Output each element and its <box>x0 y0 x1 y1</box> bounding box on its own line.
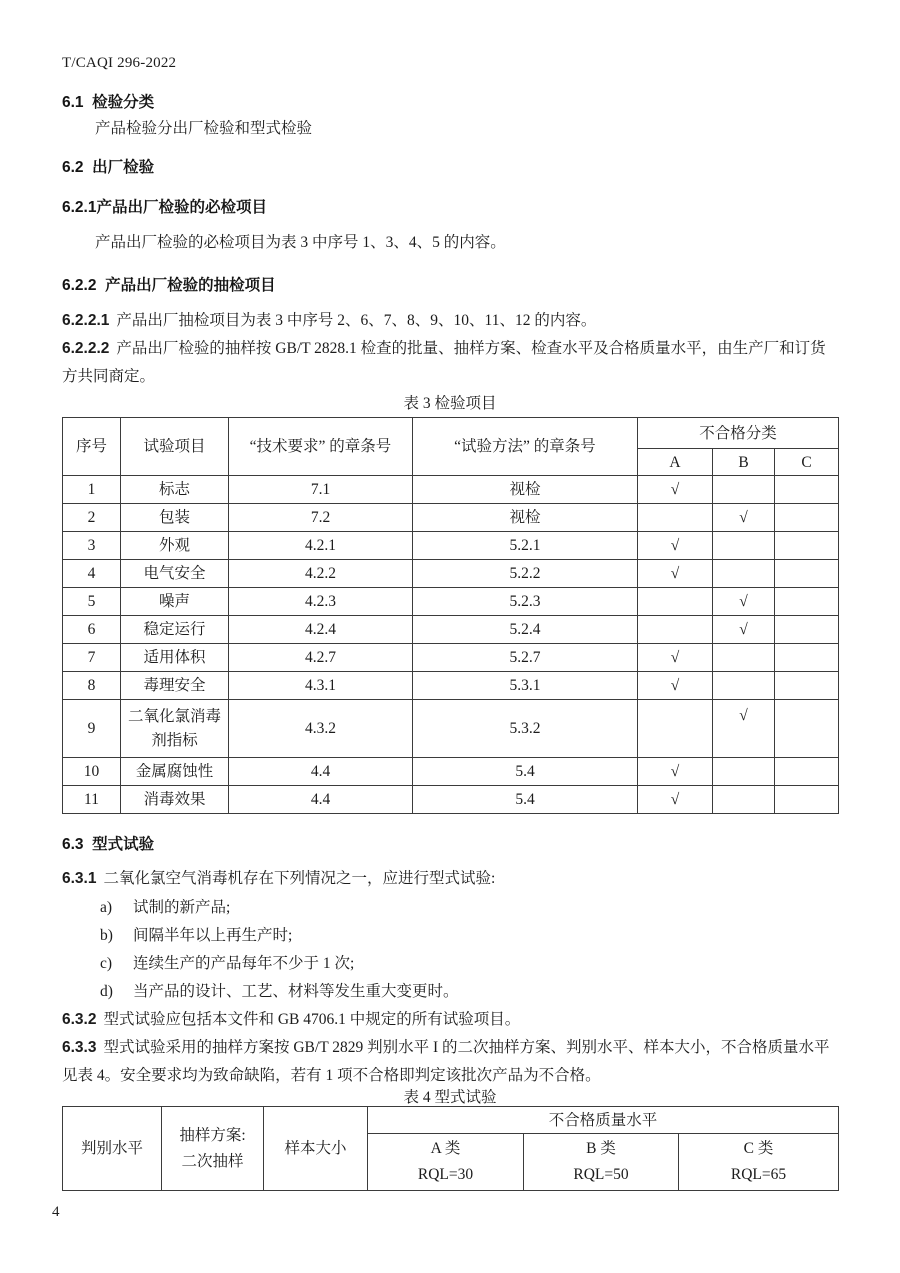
table-row <box>63 476 839 504</box>
list-item <box>62 894 838 922</box>
cell-tech: 4.4 <box>229 758 413 786</box>
para-6-3-2 <box>62 1006 838 1034</box>
para-6-3-3 <box>62 1034 838 1090</box>
header-cell-defect-class: 不合格分类 <box>638 418 839 449</box>
heading-6-1: 6.1 检验分类 <box>62 94 155 111</box>
list-text: 间隔半年以上再生产时; <box>133 927 293 944</box>
cell-class-c <box>775 476 839 504</box>
header-cell-class-b: B <box>713 449 775 476</box>
cell-class-a <box>638 588 713 616</box>
heading-6-3: 6.3 型式试验 <box>62 836 155 853</box>
cell-tech: 4.2.2 <box>229 560 413 588</box>
cell-tech: 4.2.1 <box>229 532 413 560</box>
cell-serial: 2 <box>63 504 121 532</box>
table-row <box>63 786 839 814</box>
cell-method: 5.2.1 <box>413 532 638 560</box>
cell-tech: 4.4 <box>229 786 413 814</box>
table4-header-row-1 <box>63 1107 839 1134</box>
cell-class-c <box>775 786 839 814</box>
cell-class-a: √ <box>638 476 713 504</box>
cell-class-c <box>775 700 839 758</box>
cell-class-c <box>775 560 839 588</box>
header-cell-class-c-rql <box>679 1134 839 1191</box>
heading-6-2: 6.2 出厂检验 <box>62 159 155 176</box>
class-c-label: C 类 <box>743 1140 774 1157</box>
cell-item: 包装 <box>121 504 229 532</box>
cell-item: 稳定运行 <box>121 616 229 644</box>
cell-method: 5.2.2 <box>413 560 638 588</box>
table4-type-test <box>62 1106 839 1191</box>
cell-class-a: √ <box>638 644 713 672</box>
cell-item: 金属腐蚀性 <box>121 758 229 786</box>
cell-class-b <box>713 672 775 700</box>
list-marker: d) <box>100 983 113 1000</box>
cell-method: 5.4 <box>413 786 638 814</box>
cell-serial: 11 <box>63 786 121 814</box>
cell-method: 5.3.2 <box>413 700 638 758</box>
list-item <box>62 922 838 950</box>
heading-6-2-2: 6.2.2 产品出厂检验的抽检项目 <box>62 277 276 294</box>
cell-item: 毒理安全 <box>121 672 229 700</box>
para-6-2-2-1 <box>62 307 838 335</box>
cell-method: 5.2.7 <box>413 644 638 672</box>
cell-class-b <box>713 560 775 588</box>
cell-class-c <box>775 672 839 700</box>
cell-serial: 3 <box>63 532 121 560</box>
cell-class-a <box>638 700 713 758</box>
cell-item: 噪声 <box>121 588 229 616</box>
para-6-2-2-2 <box>62 335 838 391</box>
cell-serial: 7 <box>63 644 121 672</box>
para-6-2-1: 产品出厂检验的必检项目为表 3 中序号 1、3、4、5 的内容。 <box>95 234 506 251</box>
list-marker: c) <box>100 955 113 972</box>
para-6-1: 产品检验分出厂检验和型式检验 <box>95 120 313 137</box>
list-text: 试制的新产品; <box>133 899 231 916</box>
cell-tech: 4.2.7 <box>229 644 413 672</box>
clause-text: 型式试验应包括本文件和 GB 4706.1 中规定的所有试验项目。 <box>103 1011 521 1028</box>
list-text: 连续生产的产品每年不少于 1 次; <box>133 955 355 972</box>
header-cell-class-c: C <box>775 449 839 476</box>
list-marker: a) <box>100 899 113 916</box>
clause-text: 产品出厂检验的抽样按 GB/T 2828.1 检查的批量、抽样方案、检查水平及合格质量水平，由生产厂和订货方共同商定。 <box>62 340 826 385</box>
cell-serial: 4 <box>63 560 121 588</box>
heading-6-2-1: 6.2.1产品出厂检验的必检项目 <box>62 199 267 216</box>
cell-class-b: √ <box>713 616 775 644</box>
clause-number: 6.2.2.2 <box>62 340 110 357</box>
cell-tech: 7.2 <box>229 504 413 532</box>
cell-tech: 4.2.4 <box>229 616 413 644</box>
header-cell-quality-level: 不合格质量水平 <box>368 1107 839 1134</box>
header-cell-class-b-rql <box>524 1134 679 1191</box>
cell-class-c <box>775 588 839 616</box>
table4-caption: 表 4 型式试验 <box>403 1089 497 1106</box>
header-cell-tech-clause: “技术要求” 的章条号 <box>229 418 413 476</box>
header-cell-item: 试验项目 <box>121 418 229 476</box>
cell-method: 5.2.4 <box>413 616 638 644</box>
header-cell-judgement-level: 判别水平 <box>63 1107 162 1191</box>
table-row <box>63 504 839 532</box>
clause-number: 6.3.2 <box>62 1011 97 1028</box>
cell-tech: 4.3.1 <box>229 672 413 700</box>
header-cell-class-a: A <box>638 449 713 476</box>
cell-method: 5.2.3 <box>413 588 638 616</box>
cell-item: 标志 <box>121 476 229 504</box>
cell-method: 视检 <box>413 476 638 504</box>
cell-tech: 4.2.3 <box>229 588 413 616</box>
cell-serial: 6 <box>63 616 121 644</box>
cell-method: 5.3.1 <box>413 672 638 700</box>
table-row <box>63 588 839 616</box>
cell-class-a: √ <box>638 786 713 814</box>
table-row <box>63 532 839 560</box>
clause-text: 型式试验采用的抽样方案按 GB/T 2829 判别水平 I 的二次抽样方案、判别水平、样本大小，不合格质量水平见表 4。安全要求均为致命缺陷，若有 1 项不合格即判定该批次产品为不合格。 <box>62 1039 830 1084</box>
class-b-label: B 类 <box>586 1140 616 1157</box>
header-cell-class-a-rql <box>368 1134 524 1191</box>
cell-class-a <box>638 616 713 644</box>
cell-method: 视检 <box>413 504 638 532</box>
cell-class-a <box>638 504 713 532</box>
list-6-3-1 <box>62 894 838 1006</box>
cell-class-a: √ <box>638 560 713 588</box>
table-row <box>63 560 839 588</box>
cell-class-b: √ <box>713 504 775 532</box>
clause-text: 二氧化氯空气消毒机存在下列情况之一，应进行型式试验: <box>103 870 496 887</box>
class-c-rql: RQL=65 <box>730 1166 787 1183</box>
cell-class-c <box>775 616 839 644</box>
table3-inspection-items <box>62 417 839 814</box>
class-b-rql: RQL=50 <box>573 1166 629 1183</box>
sampling-plan-line2: 二次抽样 <box>181 1152 244 1170</box>
header-cell-method-clause: “试验方法” 的章条号 <box>413 418 638 476</box>
cell-class-b <box>713 758 775 786</box>
cell-class-c <box>775 504 839 532</box>
doc-code: T/CAQI 296-2022 <box>62 55 177 71</box>
table-row <box>63 644 839 672</box>
cell-tech: 7.1 <box>229 476 413 504</box>
cell-tech: 4.3.2 <box>229 700 413 758</box>
clause-number: 6.3.3 <box>62 1039 97 1056</box>
cell-item: 电气安全 <box>121 560 229 588</box>
table3-caption: 表 3 检验项目 <box>403 395 497 412</box>
cell-serial: 10 <box>63 758 121 786</box>
cell-class-b <box>713 476 775 504</box>
table-row <box>63 700 839 758</box>
list-text: 当产品的设计、工艺、材料等发生重大变更时。 <box>133 983 459 1000</box>
cell-class-b <box>713 644 775 672</box>
clause-number: 6.2.2.1 <box>62 312 110 329</box>
cell-method: 5.4 <box>413 758 638 786</box>
cell-class-a: √ <box>638 672 713 700</box>
cell-class-b <box>713 786 775 814</box>
cell-serial: 1 <box>63 476 121 504</box>
cell-class-c <box>775 532 839 560</box>
cell-class-b: √ <box>713 588 775 616</box>
header-cell-sample-size: 样本大小 <box>264 1107 368 1191</box>
cell-class-a: √ <box>638 532 713 560</box>
table-row <box>63 616 839 644</box>
cell-item: 消毒效果 <box>121 786 229 814</box>
class-a-rql: RQL=30 <box>417 1166 474 1183</box>
cell-item: 适用体积 <box>121 644 229 672</box>
class-a-label: A 类 <box>430 1140 461 1157</box>
para-6-3-1 <box>62 865 838 893</box>
page-number: 4 <box>52 1204 60 1220</box>
clause-number: 6.3.1 <box>62 870 97 887</box>
cell-class-c <box>775 758 839 786</box>
cell-class-b <box>713 532 775 560</box>
table3-header-row-1 <box>63 418 839 449</box>
list-item <box>62 978 838 1006</box>
cell-serial: 5 <box>63 588 121 616</box>
cell-serial: 8 <box>63 672 121 700</box>
cell-class-c <box>775 644 839 672</box>
cell-class-a: √ <box>638 758 713 786</box>
header-cell-serial: 序号 <box>63 418 121 476</box>
table-row <box>63 758 839 786</box>
list-marker: b) <box>100 927 113 944</box>
cell-class-b: √ <box>713 700 775 758</box>
clause-text: 产品出厂抽检项目为表 3 中序号 2、6、7、8、9、10、11、12 的内容。 <box>116 312 597 329</box>
cell-item: 二氧化氯消毒剂指标 <box>121 700 229 758</box>
table-row <box>63 672 839 700</box>
cell-item: 外观 <box>121 532 229 560</box>
cell-serial: 9 <box>63 700 121 758</box>
header-cell-sampling-plan <box>162 1107 264 1191</box>
list-item <box>62 950 838 978</box>
sampling-plan-line1: 抽样方案: <box>179 1126 246 1144</box>
